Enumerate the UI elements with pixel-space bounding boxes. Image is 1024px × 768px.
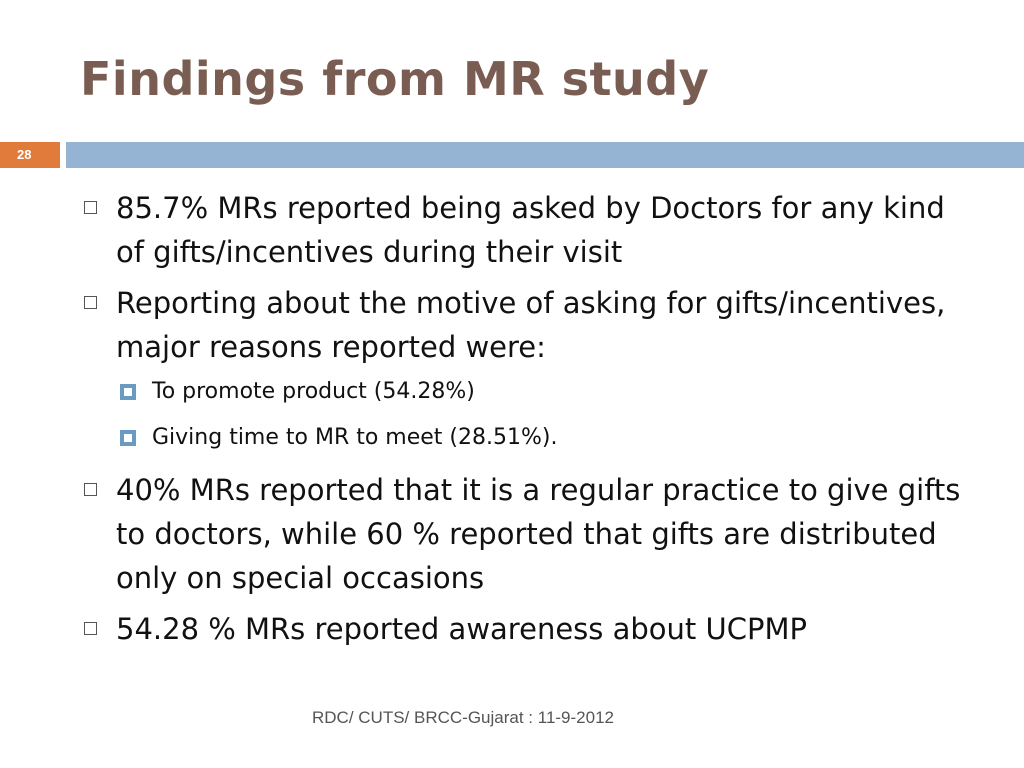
bullet-item [80, 468, 980, 600]
framed-square-icon [120, 430, 136, 446]
slide-title: Findings from MR study [80, 52, 710, 106]
bullet-list [80, 186, 980, 658]
sub-bullet-item [80, 422, 980, 454]
title-accent-bar [66, 142, 1024, 168]
sub-bullet-item [80, 376, 980, 408]
bullet-text: 54.28 % MRs reported awareness about UCPMP [116, 612, 807, 646]
slide-number: 28 [0, 142, 60, 168]
sub-bullet-text: Giving time to MR to meet (28.51%). [152, 425, 558, 450]
bullet-item [80, 186, 980, 274]
hollow-square-icon [84, 201, 97, 214]
bullet-item [80, 607, 980, 651]
hollow-square-icon [84, 622, 97, 635]
sub-bullet-text: To promote product (54.28%) [152, 379, 475, 404]
bullet-text: Reporting about the motive of asking for gifts/incentives, major reasons reported were: [116, 286, 946, 364]
hollow-square-icon [84, 483, 97, 496]
bullet-text: 85.7% MRs reported being asked by Doctors for any kind of gifts/incentives during their visit [116, 191, 945, 269]
framed-square-icon [120, 384, 136, 400]
hollow-square-icon [84, 296, 97, 309]
bullet-text: 40% MRs reported that it is a regular practice to give gifts to doctors, while 60 % reported that gifts are distributed only on special occasions [116, 473, 961, 595]
bullet-item [80, 281, 980, 369]
slide-footer: RDC/ CUTS/ BRCC-Gujarat : 11-9-2012 [312, 708, 614, 727]
